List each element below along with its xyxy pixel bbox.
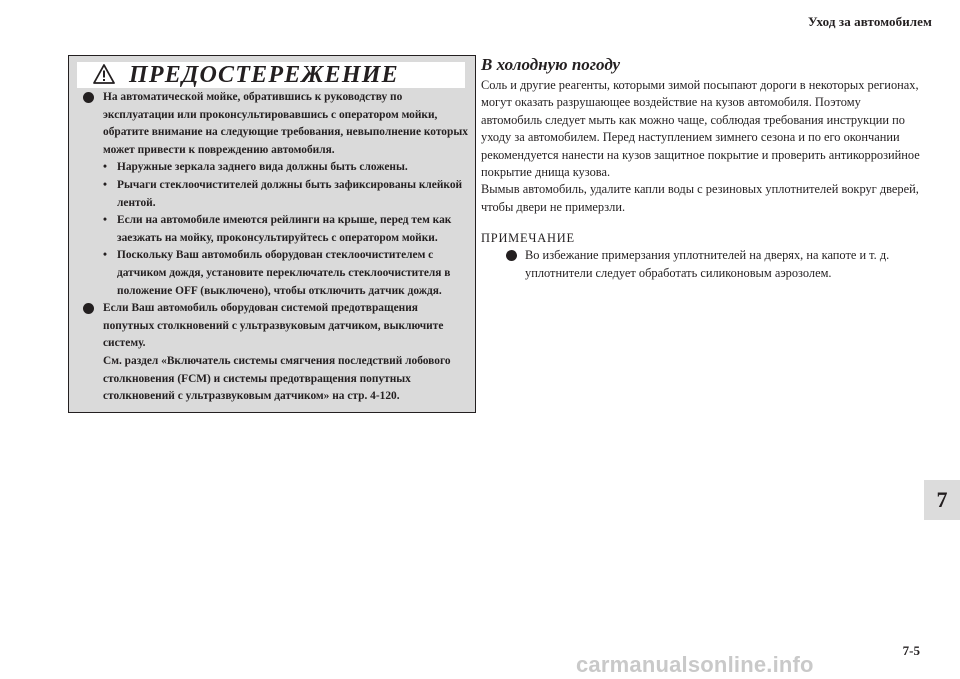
warning-sub-item <box>103 212 469 247</box>
warning-header <box>77 62 465 88</box>
note-label: ПРИМЕЧАНИЕ <box>481 231 575 246</box>
warning-sub-item-text: Если на автомобиле имеются рейлинги на крыше, перед тем как заезжать на мойку, проконсультируйтесь с оператором мойки. <box>117 214 452 244</box>
warning-item <box>81 89 469 300</box>
note-item <box>481 247 921 282</box>
bullet-icon: • <box>103 178 107 191</box>
warning-body <box>81 89 469 406</box>
watermark: carmanualsonline.info <box>576 652 814 677</box>
section-heading: В холодную погоду <box>481 55 621 74</box>
cold-weather-section <box>481 55 921 282</box>
warning-sub-item-text: Рычаги стеклоочистителей должны быть зафиксированы клейкой лентой. <box>117 178 463 209</box>
warning-item <box>81 300 469 406</box>
warning-triangle-icon <box>93 64 115 84</box>
warning-sub-item <box>103 159 469 177</box>
bullet-icon: • <box>103 161 107 174</box>
warning-item-text: Если Ваш автомобиль оборудован системой предотвращения попутных столкновений с ультразвуковым датчиком, выключите систему. <box>103 302 444 350</box>
bullet-dot-icon <box>506 250 517 261</box>
warning-sub-item <box>103 177 469 212</box>
chapter-tab: 7 <box>924 480 960 520</box>
warning-sub-list <box>103 159 469 300</box>
section-paragraph: Вымыв автомобиль, удалите капли воды с резиновых уплотнителей вокруг дверей, чтобы двери не примерзли. <box>481 182 919 214</box>
page-number: 7-5 <box>902 643 920 658</box>
warning-title: ПРЕДОСТЕРЕЖЕНИЕ <box>129 62 399 88</box>
warning-item-reference: См. раздел «Включатель системы смягчения последствий лобового столкновения (FCM) и системы предотвращения попутных столкновений с ультразвуковым датчиком» на стр. 4-120. <box>103 354 451 403</box>
page-header-title: Уход за автомобилем <box>807 14 932 29</box>
bullet-icon: • <box>103 249 107 262</box>
warning-box <box>68 55 476 413</box>
note-text: Во избежание примерзания уплотнителей на дверях, на капоте и т. д. уплотнители следует обработать силиконовым аэрозолем. <box>525 248 890 280</box>
warning-sub-item <box>103 247 469 300</box>
warning-item-text: На автоматической мойке, обратившись к руководству по эксплуатации или проконсультировавшись с оператором мойки, обратите внимание на следующие требования, невыполнение которых может привести к повреждению автомобиля. <box>103 91 468 156</box>
warning-sub-item-text: Наружные зеркала заднего вида должны быть сложены. <box>117 161 408 174</box>
bullet-dot-icon <box>83 92 94 103</box>
bullet-icon: • <box>103 214 107 227</box>
section-paragraph: Соль и другие реагенты, которыми зимой посыпают дороги в некоторых регионах, могут оказать разрушающее воздействие на кузов автомобиля. Поэтому автомобиль следует мыть как можно чаще, соблюдая требования инструкции по уходу за автомобилем. Перед наступлением зимнего сезона и по его окончании рекомендуется нанести на кузов защитное покрытие и проверить антикоррозийное покрытие днища кузова. <box>481 78 920 180</box>
warning-sub-item-text: Поскольку Ваш автомобиль оборудован стеклоочистителем с датчиком дождя, установите переключатель стеклоочистителя в положение OFF (выключено), чтобы отключить датчик дождя. <box>117 249 451 297</box>
bullet-dot-icon <box>83 303 94 314</box>
